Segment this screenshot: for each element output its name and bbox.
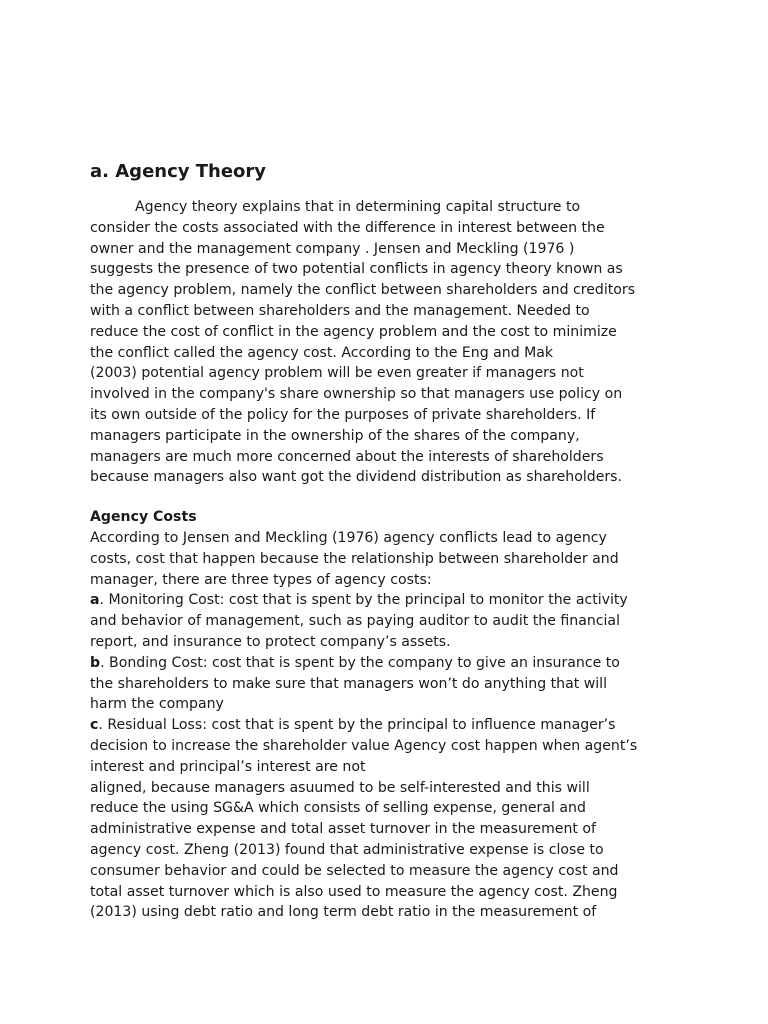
- paragraph-line: Agency theory explains that in determining capital structure to: [135, 199, 581, 215]
- agency-costs-section: [90, 507, 690, 923]
- list-item-line: (2013) using debt ratio and long term debt ratio in the measurement of: [90, 904, 597, 921]
- list-marker: b: [90, 654, 101, 671]
- paragraph-line: managers are much more concerned about the interests of shareholders: [90, 448, 604, 465]
- intro-line: According to Jensen and Meckling (1976) agency conflicts lead to agency: [90, 529, 607, 546]
- paragraph-line: managers participate in the ownership of the shares of the company,: [90, 427, 580, 444]
- paragraph-spacer: [90, 488, 690, 507]
- paragraph-line: the conflict called the agency cost. According to the Eng and Mak: [90, 344, 554, 361]
- section-heading: a. Agency Theory: [90, 161, 267, 182]
- document-page: [90, 160, 690, 923]
- paragraph-line: because managers also want got the dividend distribution as shareholders.: [90, 469, 623, 486]
- list-item-text: . Monitoring Cost: cost that is spent by the principal to monitor the activity: [99, 592, 628, 609]
- paragraph-line: reduce the cost of conflict in the agency problem and the cost to minimize: [90, 323, 617, 340]
- list-item-bonding-cost: [90, 653, 690, 674]
- list-item-text: . Residual Loss: cost that is spent by the principal to influence manager’s: [98, 717, 616, 734]
- list-item-residual-loss: [90, 715, 690, 736]
- intro-line: costs, cost that happen because the relationship between shareholder and: [90, 550, 619, 567]
- list-item-line: administrative expense and total asset turnover in the measurement of: [90, 821, 596, 838]
- subsection-heading: Agency Costs: [90, 509, 197, 526]
- list-item-line: agency cost. Zheng (2013) found that administrative expense is close to: [90, 841, 604, 858]
- paragraph-line: (2003) potential agency problem will be even greater if managers not: [90, 365, 584, 382]
- paragraph-line: suggests the presence of two potential conflicts in agency theory known as: [90, 261, 623, 278]
- list-item-line: and behavior of management, such as paying auditor to audit the financial: [90, 613, 620, 630]
- list-item-line: total asset turnover which is also used to measure the agency cost. Zheng: [90, 883, 618, 900]
- list-item-text: . Bonding Cost: cost that is spent by the company to give an insurance to: [100, 654, 620, 671]
- list-item-line: reduce the using SG&A which consists of selling expense, general and: [90, 800, 586, 817]
- list-item-line: the shareholders to make sure that managers won’t do anything that will: [90, 675, 608, 692]
- list-marker: c: [90, 717, 99, 734]
- list-item-line: consumer behavior and could be selected to measure the agency cost and: [90, 862, 619, 879]
- paragraph-line: its own outside of the policy for the purposes of private shareholders. If: [90, 406, 596, 423]
- list-item-line: decision to increase the shareholder value Agency cost happen when agent’s: [90, 737, 638, 754]
- paragraph-line: owner and the management company . Jensen and Meckling (1976 ): [90, 240, 575, 257]
- list-item-line: harm the company: [90, 696, 224, 713]
- list-item-line: interest and principal’s interest are not: [90, 758, 366, 775]
- paragraph-line: consider the costs associated with the difference in interest between the: [90, 219, 605, 236]
- paragraph-line: involved in the company's share ownership so that managers use policy on: [90, 386, 623, 403]
- intro-line: manager, there are three types of agency costs:: [90, 571, 432, 588]
- list-item-line: aligned, because managers asuumed to be self-interested and this will: [90, 779, 590, 796]
- list-marker: a: [90, 592, 100, 609]
- paragraph-line: with a conflict between shareholders and the management. Needed to: [90, 302, 590, 319]
- agency-theory-paragraph: [90, 197, 690, 488]
- list-item-monitoring-cost: [90, 590, 690, 611]
- paragraph-line: the agency problem, namely the conflict between shareholders and creditors: [90, 282, 636, 299]
- list-item-line: report, and insurance to protect company’s assets.: [90, 633, 451, 650]
